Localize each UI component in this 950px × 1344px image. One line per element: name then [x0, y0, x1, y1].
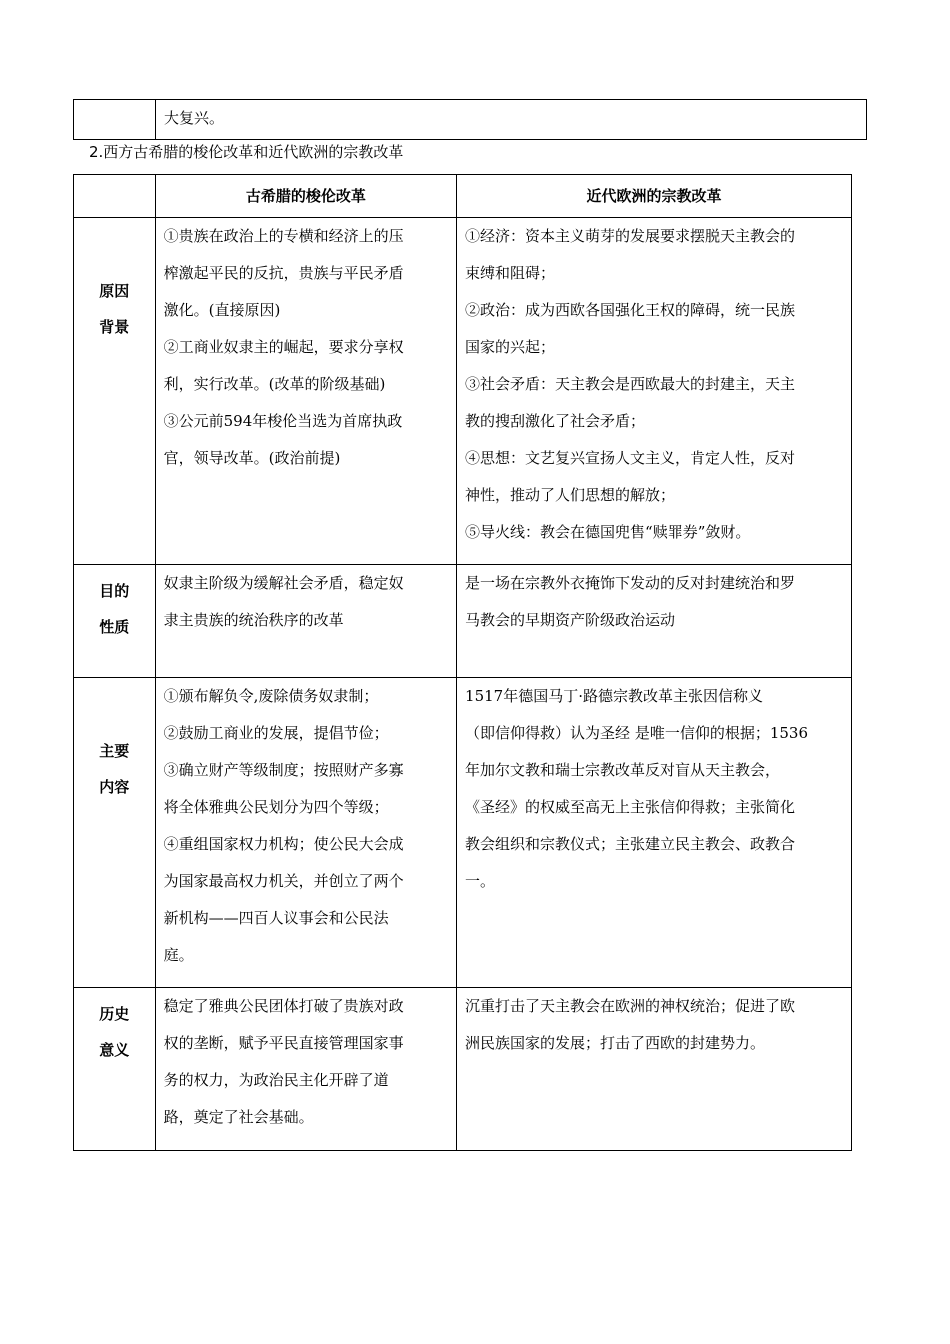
table-row: [74, 218, 852, 565]
header-solon: 古希腊的梭伦改革: [155, 175, 456, 218]
text-line: ④思想：文艺复兴宣扬人文主义，肯定人性，反对: [465, 449, 796, 467]
text-line: 教的搜刮激化了社会矛盾；: [465, 412, 646, 430]
reformation-cell: [457, 218, 852, 565]
text-line: 洲民族国家的发展；打击了西欧的封建势力。: [465, 1034, 766, 1052]
text-line: 路，奠定了社会基础。: [163, 1108, 314, 1126]
continuation-table: [73, 99, 867, 140]
table-row: [74, 678, 852, 988]
text-line: ①颁布解负令,废除债务奴隶制；: [163, 687, 379, 705]
text-line: 国家的兴起；: [465, 338, 556, 356]
text-line: 官，领导改革。(政治前提): [163, 449, 341, 467]
text-line: ③确立财产等级制度；按照财产多寡: [163, 761, 404, 779]
solon-cell: [155, 988, 456, 1151]
text-line: 激化。(直接原因): [163, 301, 281, 319]
row-label-line: 性质: [99, 618, 130, 636]
text-line: 年加尔文教和瑞士宗教改革反对盲从天主教会，: [465, 761, 781, 779]
text-line: 隶主贵族的统治秩序的改革: [163, 611, 344, 629]
reformation-cell: [457, 988, 852, 1151]
text-line: 马教会的早期资产阶级政治运动: [465, 611, 676, 629]
solon-cell: [155, 218, 456, 565]
text-line: 权的垄断，赋予平民直接管理国家事: [163, 1034, 404, 1052]
text-line: ②政治：成为西欧各国强化王权的障碍，统一民族: [465, 301, 796, 319]
text-line: 是一场在宗教外衣掩饰下发动的反对封建统治和罗: [465, 574, 796, 592]
row-label-line: 内容: [99, 778, 130, 796]
text-line: 为国家最高权力机关，并创立了两个: [163, 872, 404, 890]
text-line: ①经济：资本主义萌芽的发展要求摆脱天主教会的: [465, 227, 796, 245]
comparison-table: [73, 174, 852, 1151]
text-line: ④重组国家权力机构；使公民大会成: [163, 835, 404, 853]
text-line: 《圣经》的权威至高无上主张信仰得救；主张简化: [465, 798, 796, 816]
empty-label-cell: [74, 100, 156, 140]
text-line: ②工商业奴隶主的崛起，要求分享权: [163, 338, 404, 356]
text-line: ⑤导火线：教会在德国兜售“赎罪券”敛财。: [465, 523, 751, 541]
text-line: 1517年德国马丁·路德宗教改革主张因信称义: [465, 687, 763, 705]
solon-cell: [155, 678, 456, 988]
row-label-line: 主要: [99, 742, 130, 760]
text-line: 沉重打击了天主教会在欧洲的神权统治；促进了欧: [465, 997, 796, 1015]
text-line: （即信仰得救）认为圣经 是唯一信仰的根据；1536: [465, 724, 808, 742]
text-line: ②鼓励工商业的发展，提倡节俭；: [163, 724, 389, 742]
text-line: ③社会矛盾：天主教会是西欧最大的封建主，天主: [465, 375, 796, 393]
text-line: ③公元前594年梭伦当选为首席执政: [163, 412, 403, 430]
reformation-cell: [457, 678, 852, 988]
row-label-line: 原因: [99, 282, 130, 300]
row-label-line: 目的: [99, 582, 130, 600]
header-row: [74, 175, 852, 218]
header-reformation: 近代欧洲的宗教改革: [457, 175, 852, 218]
row-label: [74, 988, 156, 1151]
header-empty: [74, 175, 156, 218]
reformation-cell: [457, 565, 852, 678]
table-row: [74, 100, 867, 140]
row-label-line: 历史: [99, 1005, 130, 1023]
text-line: 务的权力，为政治民主化开辟了道: [163, 1071, 389, 1089]
solon-cell: [155, 565, 456, 678]
row-label-line: 背景: [99, 318, 130, 336]
text-line: 奴隶主阶级为缓解社会矛盾，稳定奴: [163, 574, 404, 592]
text-line: 新机构——四百人议事会和公民法: [163, 909, 389, 927]
row-label-line: 意义: [99, 1041, 130, 1059]
row-label: [74, 678, 156, 988]
row-label: [74, 565, 156, 678]
text-line: 束缚和阻碍；: [465, 264, 556, 282]
text-line: 神性，推动了人们思想的解放；: [465, 486, 676, 504]
table-row: [74, 988, 852, 1151]
table-row: [74, 565, 852, 678]
text-line: 稳定了雅典公民团体打破了贵族对政: [163, 997, 404, 1015]
continuation-text: 大复兴。: [156, 100, 867, 140]
row-label: [74, 218, 156, 565]
text-line: 利，实行改革。(改革的阶级基础): [163, 375, 386, 393]
text-line: 一。: [465, 872, 496, 890]
text-line: 庭。: [163, 946, 194, 964]
section-title: 2.西方古希腊的梭伦改革和近代欧洲的宗教改革: [89, 143, 404, 161]
text-line: 将全体雅典公民划分为四个等级；: [163, 798, 389, 816]
text-line: ①贵族在政治上的专横和经济上的压: [163, 227, 404, 245]
text-line: 教会组织和宗教仪式；主张建立民主教会、政教合: [465, 835, 796, 853]
text-line: 榨激起平民的反抗，贵族与平民矛盾: [163, 264, 404, 282]
